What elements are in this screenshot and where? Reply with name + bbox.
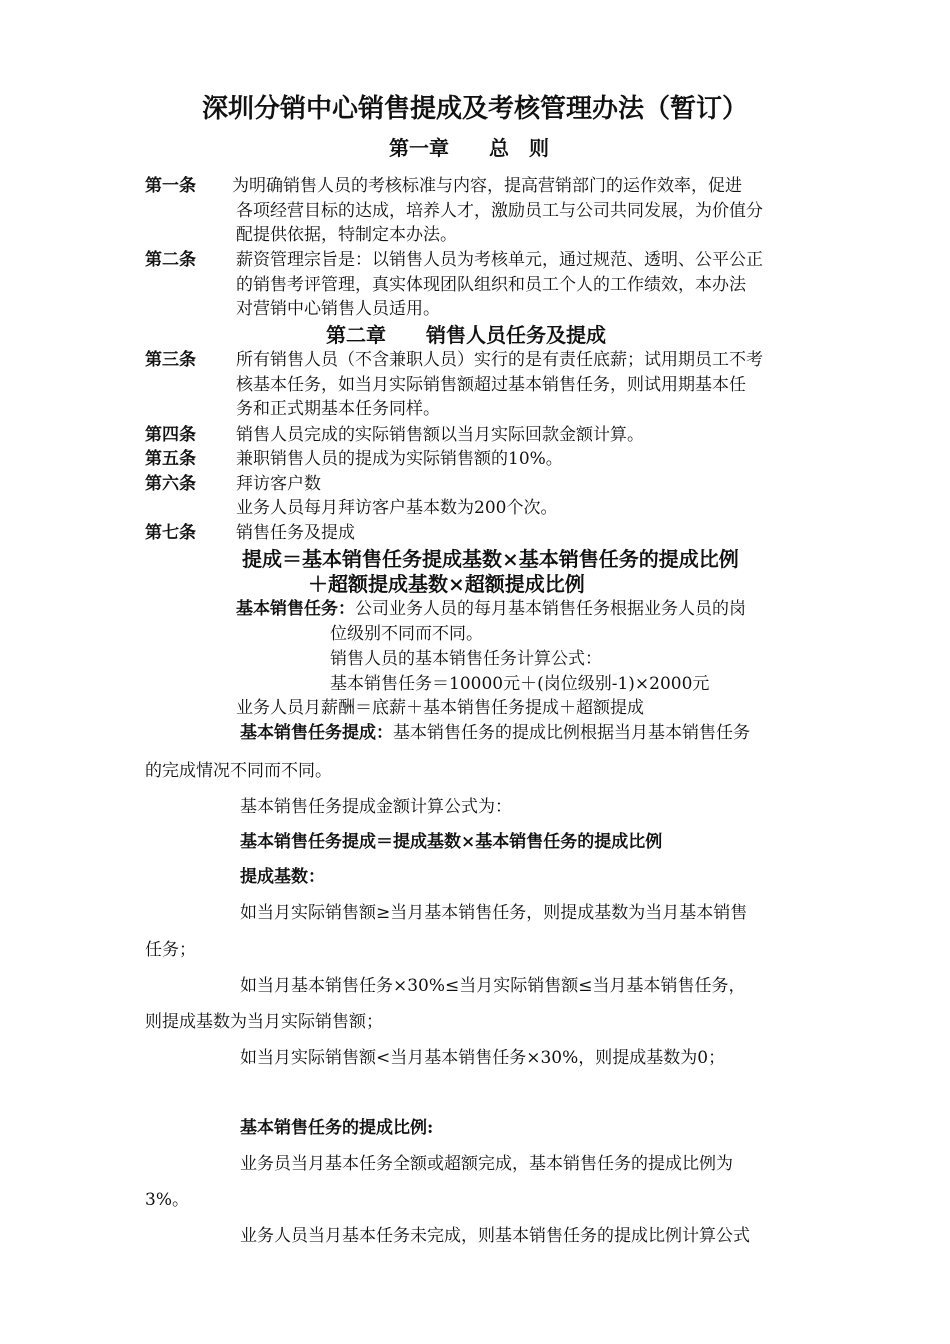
article-7-label: 第七条	[145, 523, 196, 543]
basic-task-line: 销售人员的基本销售任务计算公式：	[330, 649, 602, 669]
ratio-label: 基本销售任务的提成比例:	[240, 1118, 434, 1138]
base-label: 提成基数：	[240, 867, 325, 887]
article-1-label: 第一条	[145, 176, 196, 196]
calc-intro: 基本销售任务提成金额计算公式为：	[240, 797, 512, 817]
article-1-line: 为明确销售人员的考核标准与内容，提高营销部门的运作效率，促进	[232, 176, 742, 196]
article-2-line: 对营销中心销售人员适用。	[236, 299, 440, 319]
article-3-line: 所有销售人员（不含兼职人员）实行的是有责任底薪；试用期员工不考	[236, 350, 763, 370]
basic-task-paragraph	[236, 598, 746, 620]
article-4-label: 第四条	[145, 425, 196, 445]
article-5-text: 兼职销售人员的提成为实际销售额的10%。	[236, 449, 563, 469]
article-1-line: 各项经营目标的达成，培养人才，激励员工与公司共同发展，为价值分	[236, 201, 763, 221]
base-rule-1: 如当月实际销售额≥当月基本销售任务，则提成基数为当月基本销售	[240, 903, 748, 923]
ratio-rule-1: 业务员当月基本任务全额或超额完成，基本销售任务的提成比例为	[240, 1154, 733, 1174]
commission-formula-line-2: ＋超额提成基数×超额提成比例	[308, 572, 585, 596]
article-6-label: 第六条	[145, 474, 196, 494]
base-rule-2: 如当月基本销售任务×30%≤当月实际销售额≤当月基本销售任务，	[240, 976, 746, 996]
ratio-rule-2: 业务人员当月基本任务未完成，则基本销售任务的提成比例计算公式	[240, 1226, 750, 1246]
commission-formula-line-1: 提成＝基本销售任务提成基数×基本销售任务的提成比例	[242, 547, 739, 571]
salary-formula: 业务人员月薪酬＝底薪＋基本销售任务提成＋超额提成	[236, 698, 644, 718]
ratio-rule-1-cont: 3%。	[145, 1190, 189, 1210]
basic-commission-label: 基本销售任务提成：	[240, 723, 393, 743]
calc-formula: 基本销售任务提成＝提成基数×基本销售任务的提成比例	[240, 832, 663, 852]
basic-task-formula: 基本销售任务＝10000元＋(岗位级别-1)×2000元	[330, 674, 710, 694]
article-5-label: 第五条	[145, 449, 196, 469]
base-rule-2-cont: 则提成基数为当月实际销售额；	[145, 1012, 383, 1032]
article-3-line: 核基本任务，如当月实际销售额超过基本销售任务，则试用期基本任	[236, 375, 746, 395]
basic-task-label: 基本销售任务：	[236, 599, 355, 619]
article-3-line: 务和正式期基本任务同样。	[236, 399, 440, 419]
article-7-text: 销售任务及提成	[236, 523, 355, 543]
basic-commission-line: 的完成情况不同而不同。	[145, 761, 332, 781]
chapter-2-heading: 第二章 销售人员任务及提成	[326, 323, 606, 347]
document-title: 深圳分销中心销售提成及考核管理办法（暂订）	[201, 94, 748, 124]
basic-commission-paragraph	[240, 722, 750, 744]
basic-task-line: 位级别不同而不同。	[330, 624, 483, 644]
article-4-text: 销售人员完成的实际销售额以当月实际回款金额计算。	[236, 425, 644, 445]
article-6-subtext: 业务人员每月拜访客户基本数为200个次。	[236, 498, 558, 518]
base-rule-3: 如当月实际销售额<当月基本销售任务×30%，则提成基数为0；	[240, 1048, 726, 1068]
article-2-line: 薪资管理宗旨是：以销售人员为考核单元，通过规范、透明、公平公正	[236, 250, 763, 270]
basic-commission-text: 基本销售任务的提成比例根据当月基本销售任务	[393, 723, 750, 743]
article-1-line: 配提供依据，特制定本办法。	[236, 225, 457, 245]
article-2-line: 的销售考评管理，真实体现团队组织和员工个人的工作绩效，本办法	[236, 275, 746, 295]
base-rule-1-cont: 任务；	[145, 940, 196, 960]
basic-task-text: 公司业务人员的每月基本销售任务根据业务人员的岗	[355, 599, 746, 619]
article-3-label: 第三条	[145, 350, 196, 370]
article-6-text: 拜访客户数	[236, 474, 321, 494]
article-2-label: 第二条	[145, 250, 196, 270]
chapter-1-heading: 第一章 总 则	[389, 136, 549, 160]
